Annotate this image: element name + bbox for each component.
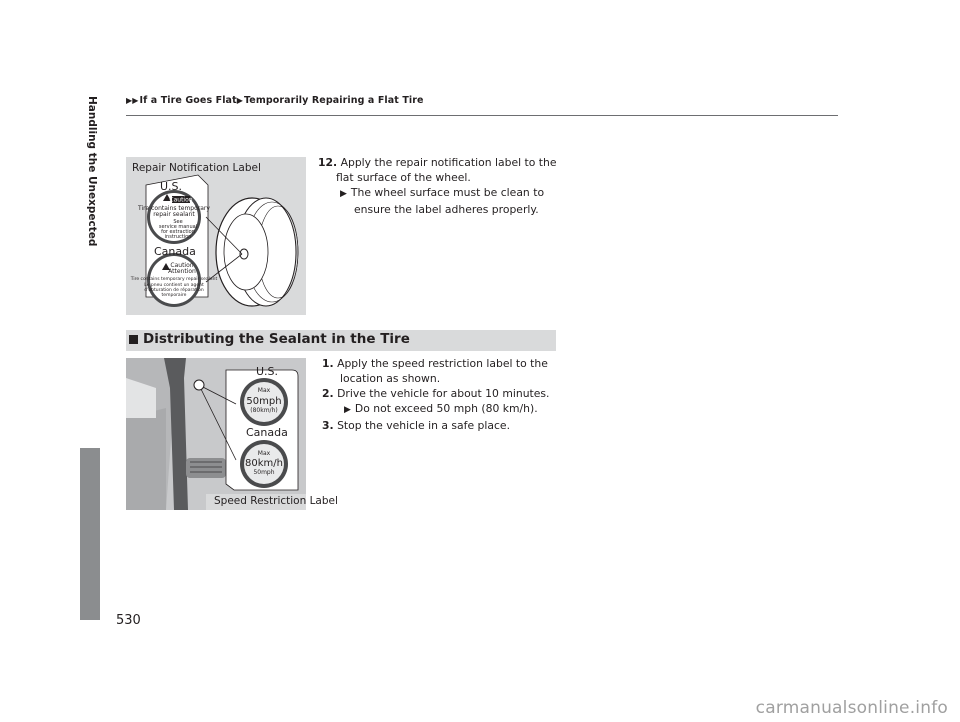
svg-text:Caution: Caution	[170, 262, 194, 269]
svg-text:50mph: 50mph	[246, 396, 282, 407]
svg-text:d'obturation de réparation: d'obturation de réparation	[144, 288, 204, 293]
svg-text:Tire contains temporary repair: Tire contains temporary repair sealant	[130, 277, 218, 282]
repair-label-illustration	[126, 157, 306, 315]
section-square-icon	[129, 335, 138, 344]
svg-text:50mph: 50mph	[253, 469, 275, 476]
svg-text:(80km/h): (80km/h)	[250, 407, 278, 414]
svg-text:80km/h: 80km/h	[245, 458, 283, 469]
canada-speed-badge	[240, 440, 288, 488]
svg-text:service manual: service manual	[158, 224, 198, 230]
step-12	[318, 155, 557, 217]
step-3: 3. Stop the vehicle in a safe place.	[322, 419, 510, 432]
us-speed-badge	[240, 378, 288, 426]
section-heading	[126, 330, 556, 351]
step-1-cont: location as shown.	[340, 372, 441, 385]
step-note-cont: ensure the label adheres properly.	[354, 203, 539, 216]
step-2-note: ▶ Do not exceed 50 mph (80 km/h).	[344, 402, 538, 415]
breadcrumb	[126, 95, 424, 106]
breadcrumb-arrow-icon: ▶	[236, 96, 243, 105]
breadcrumb-arrow-icon: ▶▶	[126, 96, 139, 105]
breadcrumb-item-temporarily-repairing[interactable]: Temporarily Repairing a Flat Tire	[243, 95, 424, 106]
svg-text:See: See	[173, 219, 183, 225]
label-location-marker	[194, 380, 204, 390]
svg-text:Max: Max	[257, 387, 271, 394]
step-1: 1. Apply the speed restriction label to the	[322, 357, 548, 370]
figure-title: Repair Notification Label	[132, 162, 261, 174]
breadcrumb-item-if-a-tire-goes-flat[interactable]: If a Tire Goes Flat	[139, 95, 237, 106]
svg-text:temporaire: temporaire	[161, 293, 187, 298]
svg-text:Caution: Caution	[169, 196, 193, 204]
canada-label: Canada	[154, 245, 196, 258]
note-arrow-icon: ▶	[344, 405, 351, 415]
figure-caption: Speed Restriction Label	[214, 495, 338, 507]
note-arrow-icon: ▶	[340, 189, 347, 199]
watermark: carmanualsonline.info	[755, 698, 948, 718]
svg-text:Max: Max	[257, 450, 271, 457]
svg-text:instruction: instruction	[164, 234, 192, 240]
section-title: Distributing the Sealant in the Tire	[143, 331, 410, 347]
step-text: Apply the repair notification label to the	[340, 156, 557, 169]
svg-text:Tire contains temporary: Tire contains temporary	[138, 205, 210, 212]
svg-text:Le pneu contient un agent: Le pneu contient un agent	[144, 283, 204, 288]
svg-text:Attention: Attention	[168, 268, 196, 275]
speed-label-figure	[126, 358, 338, 510]
step-2: 2. Drive the vehicle for about 10 minutes.	[322, 387, 550, 400]
air-vent	[186, 458, 226, 478]
svg-text:repair sealant: repair sealant	[153, 211, 195, 218]
step-number: 12.	[318, 156, 338, 169]
repair-label-figure	[126, 157, 306, 315]
step-text-cont: flat surface of the wheel.	[336, 171, 471, 184]
page-number: 530	[116, 613, 141, 628]
step-note: ▶ The wheel surface must be clean to	[340, 186, 545, 199]
side-tab-label: Handling the Unexpected	[86, 96, 98, 247]
header-divider	[126, 115, 838, 116]
side-tab	[80, 96, 100, 256]
svg-text:for extraction: for extraction	[161, 229, 195, 235]
us-label: U.S.	[256, 365, 279, 378]
chapter-tab-marker	[80, 448, 100, 620]
step-list	[322, 356, 549, 433]
canada-label: Canada	[246, 426, 288, 439]
tire-icon	[216, 198, 298, 306]
us-label: U.S.	[160, 180, 183, 193]
